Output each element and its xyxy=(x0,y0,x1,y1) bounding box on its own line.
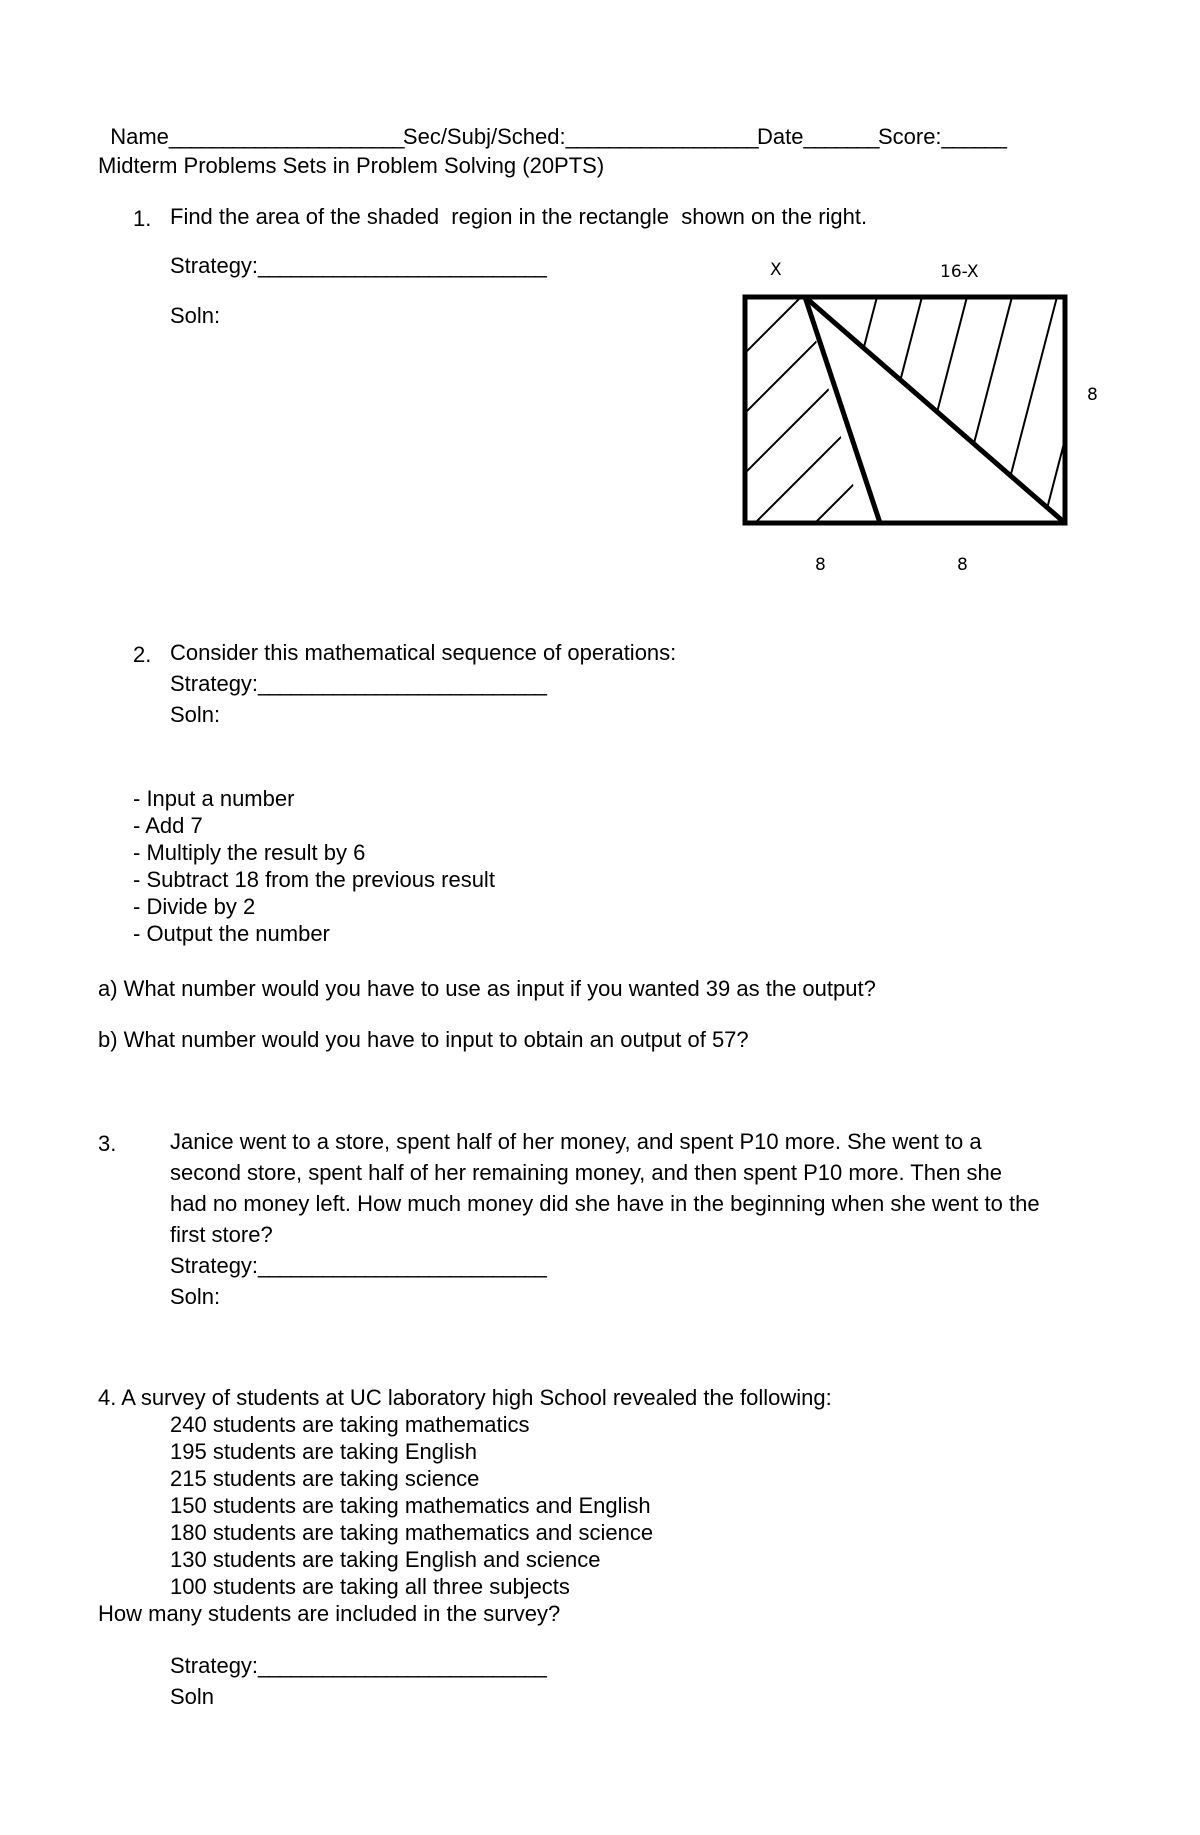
problem1-text: Find the area of the shaded region in the rectangle shown on the right. xyxy=(170,204,868,229)
problem3-number: 3. xyxy=(98,1131,117,1156)
problem3-line: had no money left. How much money did she have in the beginning when she went to the xyxy=(170,1191,1040,1216)
strategy-label: Strategy: xyxy=(170,671,259,696)
name-label: Name xyxy=(110,124,169,149)
list-item: - Divide by 2 xyxy=(133,894,256,919)
rectangle-outline xyxy=(745,297,1065,523)
date-field[interactable]: _______ xyxy=(803,124,878,149)
strategy-label: Strategy: xyxy=(170,253,259,278)
left-hatching xyxy=(745,293,1105,585)
problem3-strategy xyxy=(170,1255,545,1277)
label-16-x: 16-X xyxy=(940,262,979,282)
list-item: - Input a number xyxy=(133,786,295,811)
problem3-line: first store? xyxy=(170,1222,273,1247)
problem3-line: second store, spent half of her remaining money, and then spent P10 more. Then she xyxy=(170,1160,1003,1185)
problem1-strategy xyxy=(170,255,545,277)
shaded-rectangle-figure xyxy=(730,255,1130,585)
list-item: - Output the number xyxy=(133,921,330,946)
problem4-intro: 4. A survey of students at UC laboratory high School revealed the following: xyxy=(98,1385,832,1410)
problem3-soln-label: Soln: xyxy=(170,1284,221,1309)
label-bottom-left-8: 8 xyxy=(815,555,826,575)
strategy-label: Strategy: xyxy=(170,1253,259,1278)
problem4-strategy xyxy=(170,1655,545,1677)
strategy-label: Strategy: xyxy=(170,1653,259,1678)
strategy-field[interactable]: ___________________________ xyxy=(258,253,546,278)
sec-subj-sched-field[interactable]: __________________ xyxy=(565,124,758,149)
list-item: 100 students are taking all three subjects xyxy=(170,1574,570,1599)
strategy-field[interactable]: ___________________________ xyxy=(258,1253,546,1278)
strategy-field[interactable]: ___________________________ xyxy=(258,671,546,696)
list-item: - Subtract 18 from the previous result xyxy=(133,867,495,892)
score-field[interactable]: ______ xyxy=(941,124,1006,149)
problem2-part-a: a) What number would you have to use as input if you wanted 39 as the output? xyxy=(98,976,876,1001)
problem3-line: Janice went to a store, spent half of her money, and spent P10 more. She went to a xyxy=(170,1129,982,1154)
list-item: 240 students are taking mathematics xyxy=(170,1412,530,1437)
problem4-question: How many students are included in the survey? xyxy=(98,1601,561,1626)
label-right-8: 8 xyxy=(1087,385,1098,405)
list-item: - Multiply the result by 6 xyxy=(133,840,366,865)
name-field[interactable]: ______________________ xyxy=(168,124,403,149)
header-line xyxy=(98,104,1005,148)
figure-svg xyxy=(730,255,1130,585)
problem2-text: Consider this mathematical sequence of operations: xyxy=(170,640,677,665)
problem2-part-b: b) What number would you have to input to obtain an output of 57? xyxy=(98,1027,749,1052)
date-label: Date xyxy=(757,124,804,149)
problem4-soln-label: Soln xyxy=(170,1684,215,1709)
sec-subj-sched-label: Sec/Subj/Sched: xyxy=(402,124,566,149)
strategy-field[interactable]: ___________________________ xyxy=(258,1653,546,1678)
list-item: - Add 7 xyxy=(133,813,203,838)
problem1-number: 1. xyxy=(133,206,152,231)
list-item: 195 students are taking English xyxy=(170,1439,477,1464)
list-item: 150 students are taking mathematics and English xyxy=(170,1493,651,1518)
problem2-number: 2. xyxy=(133,642,152,667)
problem2-strategy xyxy=(170,673,545,695)
label-bottom-right-8: 8 xyxy=(957,555,968,575)
score-label: Score: xyxy=(877,124,942,149)
list-item: 130 students are taking English and science xyxy=(170,1547,601,1572)
list-item: 215 students are taking science xyxy=(170,1466,480,1491)
list-item: 180 students are taking mathematics and science xyxy=(170,1520,654,1545)
problem2-soln-label: Soln: xyxy=(170,702,221,727)
label-x: X xyxy=(770,260,782,280)
problem1-soln-label: Soln: xyxy=(170,303,221,328)
page-title: Midterm Problems Sets in Problem Solving (20PTS) xyxy=(98,153,605,178)
